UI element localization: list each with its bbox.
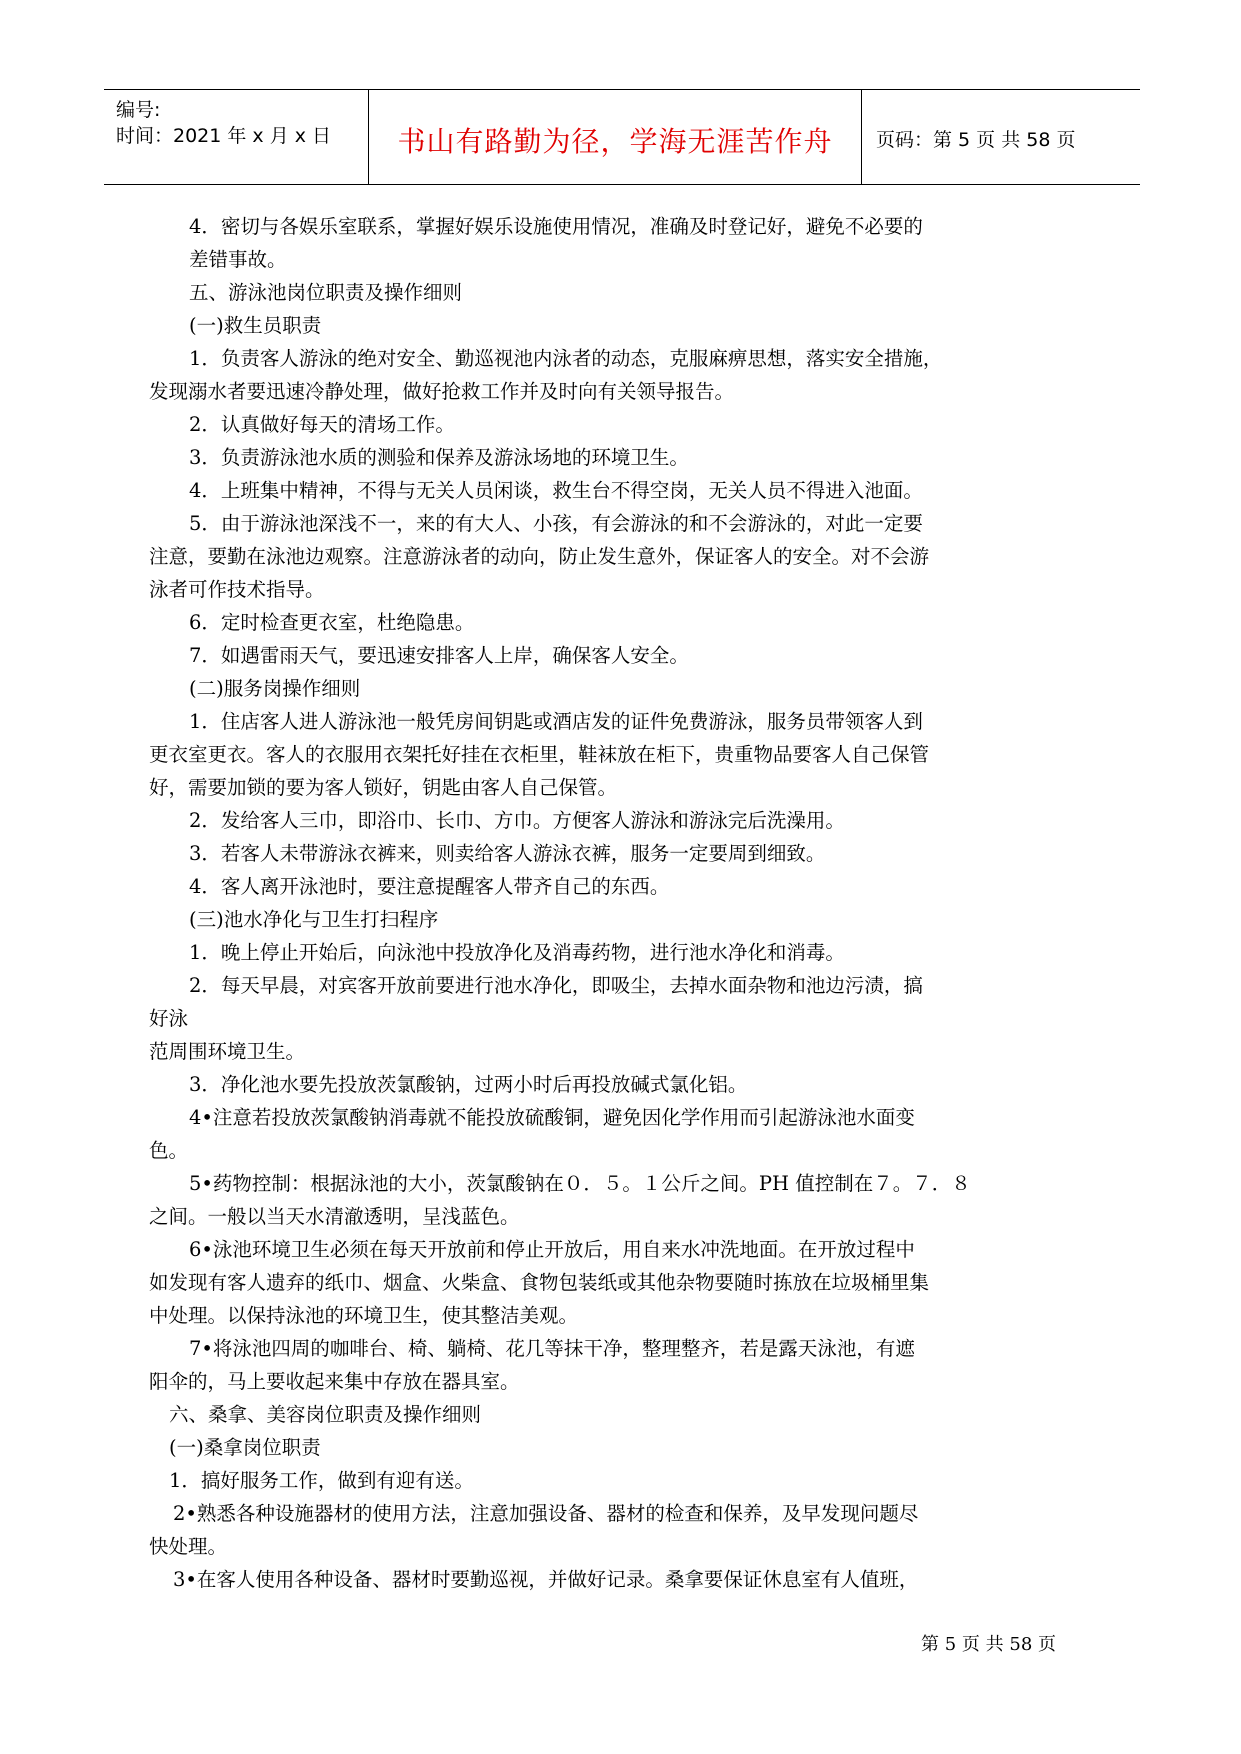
body-line: 泳者可作技术指导。: [149, 578, 325, 601]
body-line: 4．客人离开泳池时，要注意提醒客人带齐自己的东西。: [189, 875, 670, 898]
body-line: 6．定时检查更衣室，杜绝隐患。: [189, 611, 475, 634]
document-body: [149, 210, 1069, 1596]
subsection-heading: (三)池水净化与卫生打扫程序: [189, 908, 439, 931]
body-line: 3．净化池水要先投放茨氯酸钠，过两小时后再投放碱式氯化铝。: [189, 1073, 748, 1096]
body-line: 5．由于游泳池深浅不一，来的有大人、小孩，有会游泳的和不会游泳的，对此一定要: [189, 512, 923, 535]
subsection-heading: (二)服务岗操作细则: [189, 677, 361, 700]
body-line: 5•药物控制：根据泳池的大小，茨氯酸钠在０．５。１公斤之间。PH 值控制在７。７．８: [189, 1172, 971, 1195]
page-header: [104, 89, 1140, 185]
body-line: 中处理。以保持泳池的环境卫生，使其整洁美观。: [149, 1304, 579, 1327]
body-line: 7•将泳池四周的咖啡台、椅、躺椅、花几等抹干净，整理整齐，若是露天泳池，有遮: [189, 1337, 915, 1360]
body-line: 快处理。: [149, 1535, 228, 1558]
subsection-heading: (一)桑拿岗位职责: [169, 1436, 321, 1459]
body-line: 好，需要加锁的要为客人锁好，钥匙由客人自己保管。: [149, 776, 618, 799]
header-left-cell: [104, 90, 369, 184]
body-line: 阳伞的，马上要收起来集中存放在器具室。: [149, 1370, 520, 1393]
body-line: 1．负责客人游泳的绝对安全、勤巡视池内泳者的动态，克服麻痹思想，落实安全措施，: [189, 347, 943, 370]
body-line: 如发现有客人遗弃的纸巾、烟盒、火柴盒、食物包装纸或其他杂物要随时拣放在垃圾桶里集: [149, 1271, 930, 1294]
body-line: 发现溺水者要迅速冷静处理，做好抢救工作并及时向有关领导报告。: [149, 380, 735, 403]
header-right-cell: [862, 90, 1140, 184]
body-line: 1．住店客人进人游泳池一般凭房间钥匙或酒店发的证件免费游泳，服务员带领客人到: [189, 710, 923, 733]
body-line: 4•注意若投放茨氯酸钠消毒就不能投放硫酸铜，避免因化学作用而引起游泳池水面变: [189, 1106, 915, 1129]
body-line: 3•在客人使用各种设备、器材时要勤巡视，并做好记录。桑拿要保证休息室有人值班，: [173, 1568, 919, 1591]
body-line: 2．每天早晨，对宾客开放前要进行池水净化，即吸尘，去掉水面杂物和池边污渍，搞: [189, 974, 923, 997]
body-line: 好泳: [149, 1007, 189, 1030]
page-footer: 第 5 页 共 58 页: [921, 1634, 1056, 1655]
header-page-code: 页码：第 5 页 共 58 页: [876, 129, 1076, 151]
section-heading: 五、游泳池岗位职责及操作细则: [189, 281, 463, 304]
body-line: 3．负责游泳池水质的测验和保养及游泳场地的环境卫生。: [189, 446, 689, 469]
body-line: 4．密切与各娱乐室联系，掌握好娱乐设施使用情况，准确及时登记好，避免不必要的: [189, 215, 923, 238]
subsection-heading: (一)救生员职责: [189, 314, 322, 337]
section-heading: 六、桑拿、美容岗位职责及操作细则: [169, 1403, 482, 1426]
body-line: 4．上班集中精神，不得与无关人员闲谈，救生台不得空岗，无关人员不得进入池面。: [189, 479, 923, 502]
body-line: 范周围环境卫生。: [149, 1040, 306, 1063]
body-line: 之间。一般以当天水清澈透明，呈浅蓝色。: [149, 1205, 520, 1228]
body-line: 2．认真做好每天的清场工作。: [189, 413, 455, 436]
body-line: 1．晚上停止开始后，向泳池中投放净化及消毒药物，进行池水净化和消毒。: [189, 941, 845, 964]
body-line: 6•泳池环境卫生必须在每天开放前和停止开放后，用自来水冲洗地面。在开放过程中: [189, 1238, 915, 1261]
body-line: 2．发给客人三巾，即浴巾、长巾、方巾。方便客人游泳和游泳完后洗澡用。: [189, 809, 845, 832]
body-line: 更衣室更衣。客人的衣服用衣架托好挂在衣柜里，鞋袜放在柜下，贵重物品要客人自己保管: [149, 743, 930, 766]
body-line: 注意，要勤在泳池边观察。注意游泳者的动向，防止发生意外，保证客人的安全。对不会游: [149, 545, 930, 568]
body-line: 差错事故。: [189, 248, 287, 271]
body-line: 7．如遇雷雨天气，要迅速安排客人上岸，确保客人安全。: [189, 644, 689, 667]
header-motto: 书山有路勤为径，学海无涯苦作舟: [397, 125, 833, 158]
body-line: 1．搞好服务工作，做到有迎有送。: [169, 1469, 474, 1492]
body-line: 2•熟悉各种设施器材的使用方法，注意加强设备、器材的检查和保养，及早发现问题尽: [173, 1502, 919, 1525]
body-line: 3．若客人未带游泳衣裤来，则卖给客人游泳衣裤，服务一定要周到细致。: [189, 842, 826, 865]
body-line: 色。: [149, 1139, 189, 1162]
document-time-label: 时间：2021 年 x 月 x 日: [116, 125, 332, 147]
document-number-label: 编号:: [116, 99, 161, 121]
header-middle-cell: [369, 90, 862, 184]
